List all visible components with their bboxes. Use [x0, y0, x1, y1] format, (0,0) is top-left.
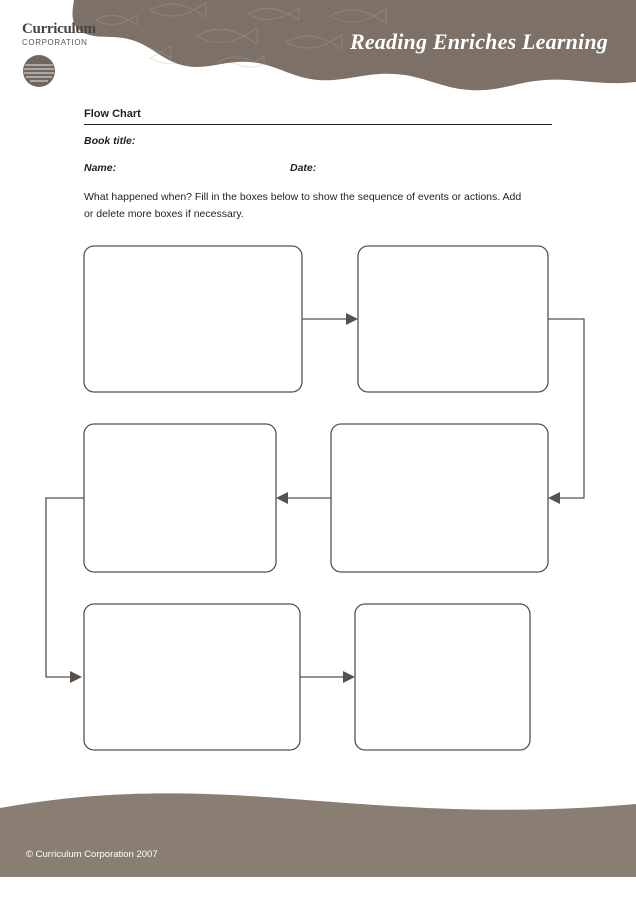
worksheet-body	[84, 108, 552, 229]
arrow-connector-2-4	[548, 319, 584, 498]
flow-box-5[interactable]	[84, 604, 300, 750]
arrow-connector-3-5	[46, 498, 84, 677]
title-divider	[84, 124, 552, 125]
footer-band-decoration	[0, 782, 636, 900]
flow-box-3[interactable]	[84, 424, 276, 572]
brand-logo	[22, 22, 142, 93]
date-label: Date:	[290, 162, 317, 174]
book-title-field-row	[84, 135, 552, 148]
name-label: Name:	[84, 162, 117, 174]
brand-name: Curriculum	[22, 21, 96, 37]
flow-box-1[interactable]	[84, 246, 302, 392]
instructions-text: What happened when? Fill in the boxes below to show the sequence of events or actions. Add or delete more boxes if necessary.	[84, 191, 522, 220]
copyright-text: © Curriculum Corporation 2007	[26, 849, 158, 860]
brand-subtitle: CORPORATION	[22, 38, 88, 47]
name-date-field-row	[84, 162, 552, 175]
book-title-label: Book title:	[84, 135, 136, 147]
flow-chart-diagram	[0, 236, 636, 776]
page-footer	[0, 782, 636, 900]
flow-box-4[interactable]	[331, 424, 548, 572]
page-title: Flow Chart	[84, 108, 141, 120]
page-header	[0, 0, 636, 100]
flow-box-6[interactable]	[355, 604, 530, 750]
header-title: Reading Enriches Learning	[349, 29, 608, 54]
flow-box-2[interactable]	[358, 246, 548, 392]
globe-disc-icon	[22, 54, 56, 88]
